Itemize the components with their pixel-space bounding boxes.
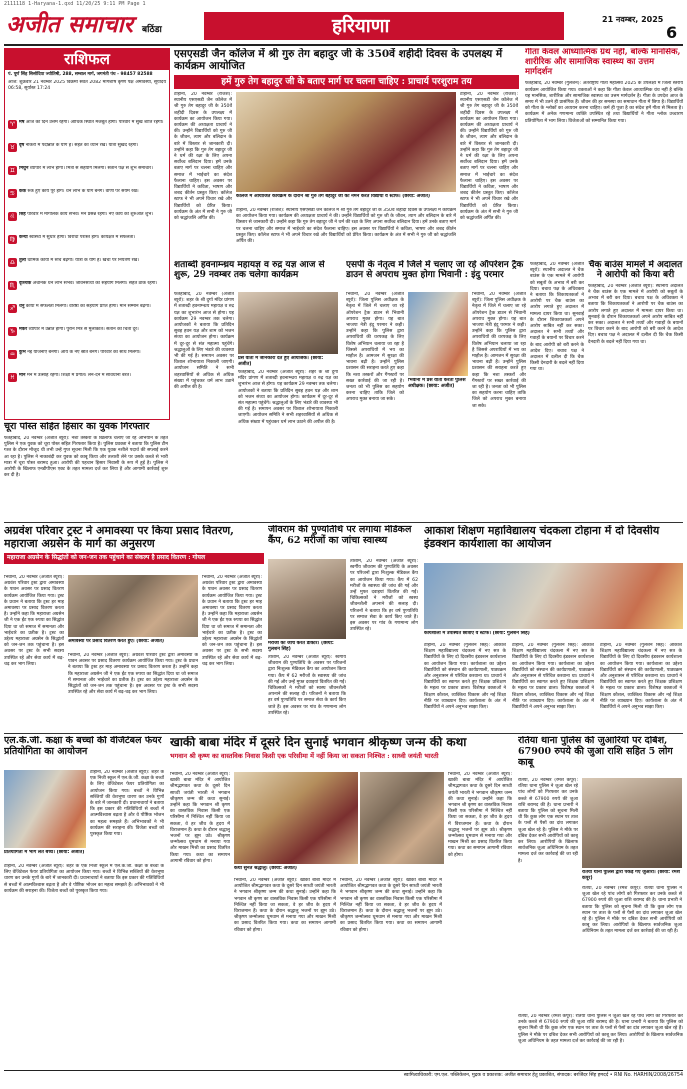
article-body: भिवानी, 20 नवम्बर (अजीत ब्यूरो): अग्रवंश परिवार ट्रस्ट द्वारा अमावस्या के पावन अवसर पर प्रसाद वितरण कार्यक्रम आयोजित किया गया। ट्रस्ट के प्रधान ने बताया कि ट्रस्ट हर माह अमावस्या पर प्रसाद वितरण करता है। उन्होंने कहा कि महाराजा अग्रसेन जी ने एक ईंट एक रुपया का सिद्धांत दिया था जो समाज में समानता और भाईचारे का प्रतीक है। ट्रस्ट का उद्देश्य महाराजा अग्रसेन के सिद्धांतों को जन-जन तक पहुंचाना है। इस अवसर पर ट्रस्ट के सभी सदस्य उपस्थित रहे और सेवा कार्य में बढ़-चढ़ कर भाग लिया।: [4, 575, 64, 667]
sign-name: तुला: [19, 257, 26, 263]
story-shatabdi: [174, 260, 340, 450]
article-body-continued-2: भिवानी, 20 नवम्बर (अजीत ब्यूरो): खाकी बाबा मंदिर में आयोजित श्रीमद्भागवत कथा के दूसरे दिन साध्वी जयंती भारती ने भगवान श्रीकृष्ण जन्म की कथा सुनाई। उन्होंने कहा कि भगवान श्री कृष्ण का वास्तविक निवास किसी एक परिसीमा में निश्चित नहीं किया जा सकता, वे हर जीव के हृदय में विराजमान हैं। कथा के दौरान श्रद्धालु भजनों पर झूम उठे। श्रीकृष्ण जन्मोत्सव धूमधाम से मनाया गया और माखन मिश्री का प्रसाद वितरित किया गया। कथा का समापन आगामी रविवार को होगा।: [340, 878, 442, 933]
photo-caption: कथा सुनते श्रद्धालु। (छाया: अजीत): [234, 866, 297, 871]
story-photo: [68, 575, 198, 637]
article-body-side: भिवानी, 20 नवम्बर (अजीत ब्यूरो): खाकी बाबा मंदिर में आयोजित श्रीमद्भागवत कथा के दूसरे दिन साध्वी जयंती भारती ने भगवान श्रीकृष्ण जन्म की कथा सुनाई। उन्होंने कहा कि भगवान श्री कृष्ण का वास्तविक निवास किसी एक परिसीमा में निश्चित नहीं किया जा सकता, वे हर जीव के हृदय में विराजमान हैं। कथा के दौरान श्रद्धालु भजनों पर झूम उठे। श्रीकृष्ण जन्मोत्सव धूमधाम से मनाया गया और माखन मिश्री का प्रसाद वितरित किया गया। कथा का समापन आगामी रविवार को होगा।: [448, 772, 512, 858]
photo-caption: प्रेस वार्ता में जानकारी देते हुए आयोजक। (छाया: अजीत): [238, 356, 324, 367]
sign-row: [8, 143, 166, 164]
story-akash: [424, 525, 683, 730]
sign-name: मिथुन: [19, 165, 29, 171]
masthead-brand: अजीत समाचार: [6, 11, 133, 38]
photo-caption: अमावस्या पर प्रसाद वितरण करते हुए। (छाया: अजीत): [68, 639, 165, 644]
zodiac-leo-icon: ♌: [9, 212, 16, 220]
story-photo-secondary: [360, 772, 444, 864]
article-body: भिवानी, 20 नवम्बर (अजीत ब्यूरो): खाकी बाबा मंदिर में आयोजित श्रीमद्भागवत कथा के दूसरे दिन साध्वी जयंती भारती ने भगवान श्रीकृष्ण जन्म की कथा सुनाई। उन्होंने कहा कि भगवान श्री कृष्ण का वास्तविक निवास किसी एक परिसीमा में निश्चित नहीं किया जा सकता, वे हर जीव के हृदय में विराजमान हैं। कथा के दौरान श्रद्धालु भजनों पर झूम उठे। श्रीकृष्ण जन्मोत्सव धूमधाम से मनाया गया और माखन मिश्री का प्रसाद वितरित किया गया। कथा का समापन आगामी रविवार को होगा।: [170, 772, 230, 864]
photo-caption: भिवानी में प्रेस वार्ता करती पुलिस अधीक्षक। (छाया: अजीत): [408, 378, 466, 389]
photo-caption: रतिया थाना पुलिस द्वारा पकड़े गए जुआरी। (छाया: रमेश कपूर): [582, 870, 680, 881]
section-divider: [4, 522, 683, 523]
story-choora: [4, 422, 168, 520]
article-body: फतेहाबाद, 20 नवम्बर (अजीत ब्यूरो): नशा तस्करों के खिलाफ चलाए जा रहे अभियान के तहत पुलिस ने एक युवक को चूरा पोस्त सहित गिरफ्तार किया है। पुलिस प्रवक्ता ने बताया कि पुलिस टीम गश्त के दौरान मौजूद थी तभी उन्हें गुप्त सूचना मिली कि एक युवक नशीले पदार्थ की सप्लाई करने आ रहा है। पुलिस ने नाकाबंदी कर युवक को काबू किया और तलाशी लेने पर उसके कब्जे से भारी मात्रा में चूरा पोस्त बरामद हुआ। आरोपी की पहचान हिसार निवासी के रूप में हुई है। पुलिस ने आरोपी के खिलाफ एनडीपीएस एक्ट के तहत मामला दर्ज कर लिया है और आगामी कार्रवाई शुरू कर दी है।: [4, 435, 168, 479]
zodiac-gemini-icon: ♊: [9, 166, 16, 174]
headline: रतिया थाना पुलिस की जुआरियों पर दबिश, 67900 रुपये की जुआ राशि सहित 5 लोग काबू: [518, 736, 673, 768]
headline: अग्रवंश परिवार ट्रस्ट ने अमावस्या पर किया प्रसाद वितरण, महाराजा अग्रसेन के मार्ग का अनुसरण: [4, 525, 235, 550]
rashifal-box: [4, 48, 170, 420]
article-body: फतेहाबाद, 20 नवम्बर (अजीत ब्यूरो): स्थानीय अदालत ने चैक बाउंस के एक मामले में आरोपी को सबूतों के अभाव में बरी कर दिया। बचाव पक्ष के अधिवक्ता ने बताया कि शिकायतकर्ता ने आरोपी पर चैक बाउंस का आरोप लगाते हुए अदालत में मामला दायर किया था। सुनवाई के दौरान शिकायतकर्ता अपने आरोप साबित नहीं कर सका। अदालत ने सभी तथ्यों और गवाहों के बयानों पर विचार करने के बाद आरोपी को बरी करने के आदेश दिए। बचाव पक्ष ने अदालत में दलील दी कि चैक किसी देनदारी के बदले नहीं दिया गया था।: [588, 283, 683, 345]
article-body-side: भिवानी, 20 नवम्बर (अजीत ब्यूरो): अग्रवंश परिवार ट्रस्ट द्वारा अमावस्या के पावन अवसर पर प्रसाद वितरण कार्यक्रम आयोजित किया गया। ट्रस्ट के प्रधान ने बताया कि ट्रस्ट हर माह अमावस्या पर प्रसाद वितरण करता है। उन्होंने कहा कि महाराजा अग्रसेन जी ने एक ईंट एक रुपया का सिद्धांत दिया था जो समाज में समानता और भाईचारे का प्रतीक है। ट्रस्ट का उद्देश्य महाराजा अग्रसेन के सिद्धांतों को जन-जन तक पहुंचाना है। इस अवसर पर ट्रस्ट के सभी सदस्य उपस्थित रहे और सेवा कार्य में बढ़-चढ़ कर भाग लिया।: [202, 575, 262, 667]
sign-name: कन्या: [19, 234, 28, 240]
story-gita: [525, 48, 683, 256]
article-body: भिवानी, 20 नवम्बर (अजीत ब्यूरो): जिला पुलिस अधीक्षक के नेतृत्व में जिले में चलाए जा रहे ऑपरेशन ट्रैक डाउन से भिवानी अपराध मुक्त होगा। यह बात भाजपा नेत्री इंदु परमार ने कही। उन्होंने कहा कि पुलिस द्वारा अपराधियों की धरपकड़ के लिए विशेष अभियान चलाया जा रहा है जिससे अपराधियों में भय का माहौल है। आमजन में सुरक्षा की भावना बढ़ी है। उन्होंने पुलिस प्रशासन की सराहना करते हुए कहा कि नशा तस्करों और गैंगस्टरों पर सख्त कार्रवाई की जा रही है। जनता को भी पुलिस का सहयोग करना चाहिए ताकि जिले को अपराध मुक्त बनाया जा सके।: [346, 292, 404, 403]
story-photo: [236, 92, 456, 192]
article-body-side: टोहाना, 20 नवम्बर (गुलशन सिंह): आकाश शिक्षण महाविद्यालय चंदकला में नए सत्र के विद्यार्थियों के लिए दो दिवसीय इंडक्शन कार्यशाला का आयोजन किया गया। कार्यशाला का उद्देश्य विद्यार्थियों को संस्थान की कार्यप्रणाली, पाठ्यक्रम और अनुशासन से परिचित करवाना था। प्राचार्य ने विद्यार्थियों का स्वागत करते हुए शिक्षक प्रशिक्षण के महत्व पर प्रकाश डाला। विशेषज्ञ वक्ताओं ने शिक्षण कौशल, व्यक्तित्व विकास और नई शिक्षा नीति पर व्याख्यान दिए। कार्यशाला के अंत में विद्यार्थियों ने अपने अनुभव साझा किए।: [600, 643, 682, 711]
story-jeevan: [268, 525, 418, 730]
sign-text: नई योजनाएं बनेंगी। आय के नए स्रोत बनेंगे। परिवार का साथ मिलेगा।: [27, 349, 141, 355]
zodiac-aquarius-icon: ♒: [9, 350, 16, 358]
banner-strip: महाराजा अग्रसेन के सिद्धांतों को जन-जन तक पहुंचाने का संकल्प है प्रसाद वितरण : गोयल: [4, 553, 264, 564]
headline: चूरा पोस्त सहित हिसार का युवक गिरफ्तार: [4, 422, 150, 432]
sign-row: [8, 212, 166, 233]
zodiac-sagittarius-icon: ♐: [9, 304, 16, 312]
photo-caption: कार्यशाला में उपस्थित छात्राएं व स्टाफ। (छाया: गुलशन सिंह): [424, 631, 530, 636]
story-cheque: [588, 260, 683, 450]
headline: खाकी बाबा मंदिर में दूसरे दिन सुनाई भगवान श्रीकृष्ण जन्म की कथा: [170, 736, 467, 749]
article-body-continued: टोहाना, 20 नवम्बर (राजेश): स्थानीय एसएसडी जैन कॉलेज में श्री गुरु तेग बहादुर जी के 350वें शहीदी दिवस के उपलक्ष्य में कार्यक्रम का आयोजन किया गया। कार्यक्रम की अध्यक्षता प्राचार्य ने की। उन्होंने विद्यार्थियों को गुरु जी के जीवन, त्याग और बलिदान के बारे में विस्तार से जानकारी दी। उन्होंने कहा कि गुरु तेग बहादुर जी ने धर्म की रक्षा के लिए अपना सर्वोच्च बलिदान दिया। हमें उनके बताए मार्ग पर चलना चाहिए और समाज में भाईचारे का संदेश फैलाना चाहिए। इस अवसर पर विद्यार्थियों ने कविता, भाषण और शबद कीर्तन प्रस्तुत किए। कॉलेज स्टाफ ने भी अपने विचार रखे और विद्यार्थियों को प्रेरित किया। कार्यक्रम के अंत में सभी ने गुरु जी को श्रद्धांजलि अर्पित की।: [236, 208, 456, 245]
headline: शताब्दी हवनाम्न्ध्रय महायज्ञ व रुद्र यज्ञ आज से शुरू, 29 नवम्बर तक चलेगा कार्यक्रम: [174, 260, 325, 281]
sign-name: सिंह: [19, 211, 26, 217]
story-sp: [346, 260, 526, 450]
zodiac-virgo-icon: ♍: [9, 235, 16, 243]
photo-caption: मरीजों की जांच करते डाक्टर। (छाया: गुलशन सिंह): [268, 641, 334, 652]
sign-text: नौकरी में पदोन्नति के योग हैं। सेहत का ध्यान रखें। यात्रा सुखद रहेगी।: [25, 142, 139, 148]
article-body-tail: रतिया, 20 नवम्बर (रमेश कपूर): रतिया थाना पुलिस ने जुआ खेल रहे पांच लोगों को गिरफ्तार कर उनके कब्जे से 67900 रुपये की जुआ राशि बरामद की है। थाना प्रभारी ने बताया कि पुलिस को सूचना मिली थी कि कुछ लोग एक स्थान पर ताश के पत्तों से पैसों का दांव लगाकर जुआ खेल रहे हैं। पुलिस ने मौके पर दबिश देकर सभी आरोपियों को काबू कर लिया। आरोपियों के खिलाफ सार्वजनिक जुआ अधिनियम के तहत मामला दर्ज कर कार्रवाई की जा रही है।: [518, 1014, 683, 1044]
sign-row: [8, 189, 166, 210]
sign-text: धार्मिक कार्यों में रुचि बढ़ेगी। यात्रा के योग हैं। खर्चों पर नियंत्रण रखें।: [27, 257, 140, 263]
section-divider: [4, 733, 683, 734]
imprint-line: स्वामित्वाधिकारी: एम.एल. पब्लिकेशन, मुद्रक व प्रकाशक: अजीत समाचार हेतु प्रकाशित, संपादक: बरजिंदर सिंह हमदर्द • RNI No. HARHIN/2008/26754: [403, 1073, 683, 1078]
sign-name: धनु: [19, 303, 25, 309]
masthead-edition: बठिंडा: [142, 25, 162, 35]
zodiac-pisces-icon: ♓: [9, 373, 16, 381]
story-ratiya: [518, 736, 683, 1066]
headline: चैक बाउंस मामले में अदालत ने आरोपी को किया बरी: [588, 260, 683, 281]
subheadline: हमें गुरु तेग बहादुर जी के बताए मार्ग पर चलना चाहिए : प्राचार्य परशुराम तय: [174, 75, 519, 89]
story-main: [174, 48, 519, 256]
article-body-continued: भिवानी, 20 नवम्बर (अजीत ब्यूरो): अग्रवंश परिवार ट्रस्ट द्वारा अमावस्या के पावन अवसर पर प्रसाद वितरण कार्यक्रम आयोजित किया गया। ट्रस्ट के प्रधान ने बताया कि ट्रस्ट हर माह अमावस्या पर प्रसाद वितरण करता है। उन्होंने कहा कि महाराजा अग्रसेन जी ने एक ईंट एक रुपया का सिद्धांत दिया था जो समाज में समानता और भाईचारे का प्रतीक है। ट्रस्ट का उद्देश्य महाराजा अग्रसेन के सिद्धांतों को जन-जन तक पहुंचाना है। इस अवसर पर ट्रस्ट के सभी सदस्य उपस्थित रहे और सेवा कार्य में बढ़-चढ़ कर भाग लिया।: [68, 653, 198, 696]
sign-name: मेष: [19, 119, 25, 125]
sign-text: स्वास्थ्य में सुधार होगा। विरोधी परास्त होंगे। कार्यक्षेत्र में सफलता।: [29, 234, 136, 240]
sign-text: आज का दिन उत्तम रहेगा। आर्थिक स्थिति मजबूत होगी। परिवार में सुख शांति रहेगी।: [25, 119, 164, 125]
article-body: रतिया, 20 नवम्बर (रमेश कपूर): रतिया थाना पुलिस ने जुआ खेल रहे पांच लोगों को गिरफ्तार कर उनके कब्जे से 67900 रुपये की जुआ राशि बरामद की है। थाना प्रभारी ने बताया कि पुलिस को सूचना मिली थी कि कुछ लोग एक स्थान पर ताश के पत्तों से पैसों का दांव लगाकर जुआ खेल रहे हैं। पुलिस ने मौके पर दबिश देकर सभी आरोपियों को काबू कर लिया। आरोपियों के खिलाफ सार्वजनिक जुआ अधिनियम के तहत मामला दर्ज कर कार्रवाई की जा रही है।: [518, 778, 578, 864]
article-body: टोहाना, 20 नवम्बर (राजेश): स्थानीय एसएसडी जैन कॉलेज में श्री गुरु तेग बहादुर जी के 350वें शहीदी दिवस के उपलक्ष्य में कार्यक्रम का आयोजन किया गया। कार्यक्रम की अध्यक्षता प्राचार्य ने की। उन्होंने विद्यार्थियों को गुरु जी के जीवन, त्याग और बलिदान के बारे में विस्तार से जानकारी दी। उन्होंने कहा कि गुरु तेग बहादुर जी ने धर्म की रक्षा के लिए अपना सर्वोच्च बलिदान दिया। हमें उनके बताए मार्ग पर चलना चाहिए और समाज में भाईचारे का संदेश फैलाना चाहिए। इस अवसर पर विद्यार्थियों ने कविता, भाषण और शबद कीर्तन प्रस्तुत किए। कॉलेज स्टाफ ने भी अपने विचार रखे और विद्यार्थियों को प्रेरित किया। कार्यक्रम के अंत में सभी ने गुरु जी को श्रद्धांजलि अर्पित की।: [174, 92, 232, 222]
sign-row: [8, 258, 166, 279]
zodiac-scorpio-icon: ♏: [9, 281, 16, 289]
headline: गीता केवल आध्यात्मिक ग्रंथ नहीं, बल्कि मानसिक, शारीरिक और सामाजिक स्वास्थ्य का उत्तम मार्गदर्शन: [525, 48, 681, 77]
story-photo: [268, 559, 346, 639]
story-khaki: [170, 736, 512, 1066]
sign-row: [8, 166, 166, 187]
article-body-continued: फतेहाबाद, 20 नवम्बर (अजीत ब्यूरो): शहर के श्री दुर्गा मंदिर प्रांगण में शताब्दी हवनाम्न्ध्रय महायज्ञ व रुद्र यज्ञ का शुभारंभ आज से होगा। यह कार्यक्रम 29 नवम्बर तक चलेगा। आयोजकों ने बताया कि प्रतिदिन सुबह हवन यज्ञ और शाम को भजन संध्या का आयोजन होगा। कार्यक्रम में दूर-दूर से संत महात्मा पहुंचेंगे। श्रद्धालुओं के लिए भंडारे की व्यवस्था भी की गई है। समापन अवसर पर विशाल शोभायात्रा निकाली जाएगी। आयोजन समिति ने सभी शहरवासियों से अधिक से अधिक संख्या में पहुंचकर धर्म लाभ उठाने की अपील की है।: [238, 370, 338, 425]
photo-caption: कॉलेज में आयोजित कार्यक्रम के दौरान श्री गुरु तेग बहादुर जी को नमन करते विद्यार्थी व स्टाफ। (छाया: अजीत): [236, 194, 431, 199]
sign-row: [8, 327, 166, 348]
masthead-date: 21 नवम्बर, 2025: [602, 15, 664, 24]
headline: एल.के.जी. कक्षा के बच्चों की वेजिटेबल फेयर प्रतियोगिता का आयोजन: [4, 736, 162, 757]
article-body-side: भिवानी, 20 नवम्बर (अजीत ब्यूरो): जिला पुलिस अधीक्षक के नेतृत्व में जिले में चलाए जा रहे ऑपरेशन ट्रैक डाउन से भिवानी अपराध मुक्त होगा। यह बात भाजपा नेत्री इंदु परमार ने कही। उन्होंने कहा कि पुलिस द्वारा अपराधियों की धरपकड़ के लिए विशेष अभियान चलाया जा रहा है जिससे अपराधियों में भय का माहौल है। आमजन में सुरक्षा की भावना बढ़ी है। उन्होंने पुलिस प्रशासन की सराहना करते हुए कहा कि नशा तस्करों और गैंगस्टरों पर सख्त कार्रवाई की जा रही है। जनता को भी पुलिस का सहयोग करना चाहिए ताकि जिले को अपराध मुक्त बनाया जा सके।: [472, 292, 526, 409]
story-photo: [234, 772, 358, 864]
section-banner: [204, 12, 564, 40]
story-photo: [424, 563, 683, 629]
zodiac-taurus-icon: ♉: [9, 143, 16, 151]
article-body: टोहाना, 20 नवम्बर (गुलशन सिंह): आकाश शिक्षण महाविद्यालय चंदकला में नए सत्र के विद्यार्थियों के लिए दो दिवसीय इंडक्शन कार्यशाला का आयोजन किया गया। कार्यशाला का उद्देश्य विद्यार्थियों को संस्थान की कार्यप्रणाली, पाठ्यक्रम और अनुशासन से परिचित करवाना था। प्राचार्य ने विद्यार्थियों का स्वागत करते हुए शिक्षक प्रशिक्षण के महत्व पर प्रकाश डाला। विशेषज्ञ वक्ताओं ने शिक्षण कौशल, व्यक्तित्व विकास और नई शिक्षा नीति पर व्याख्यान दिए। कार्यशाला के अंत में विद्यार्थियों ने अपने अनुभव साझा किए।: [424, 643, 506, 711]
print-slug: 2111118 1-Haryana-1.qxd 11/20/25 9:11 PM Page 1: [4, 1, 146, 7]
rashifal-title: राशिफल: [5, 49, 169, 70]
sign-text: व्यापार में लाभ होगा। मित्रों से सहयोग मिलेगा। संतान पक्ष से शुभ समाचार।: [29, 165, 153, 171]
story-photo: [582, 778, 682, 868]
page-number: 6: [666, 23, 678, 42]
rashifal-astrologer: पं. पूर्ण सिंह सिसोदिया ज्योतिषी, 288, सम्बाल मार्ग, जगमंती पंथ - 98457 82588: [8, 72, 153, 78]
article-body-side: टोहाना, 20 नवम्बर (राजेश): स्थानीय एसएसडी जैन कॉलेज में श्री गुरु तेग बहादुर जी के 350वें शहीदी दिवस के उपलक्ष्य में कार्यक्रम का आयोजन किया गया। कार्यक्रम की अध्यक्षता प्राचार्य ने की। उन्होंने विद्यार्थियों को गुरु जी के जीवन, त्याग और बलिदान के बारे में विस्तार से जानकारी दी। उन्होंने कहा कि गुरु तेग बहादुर जी ने धर्म की रक्षा के लिए अपना सर्वोच्च बलिदान दिया। हमें उनके बताए मार्ग पर चलना चाहिए और समाज में भाईचारे का संदेश फैलाना चाहिए। इस अवसर पर विद्यार्थियों ने कविता, भाषण और शबद कीर्तन प्रस्तुत किए। कॉलेज स्टाफ ने भी अपने विचार रखे और विद्यार्थियों को प्रेरित किया। कार्यक्रम के अंत में सभी ने गुरु जी को श्रद्धांजलि अर्पित की।: [460, 92, 518, 222]
sign-text: परिवार में मांगलिक कार्य संभव। मन प्रसन्न रहेगा। नए कार्य की शुरुआत शुभ।: [27, 211, 154, 217]
footer: [4, 1070, 683, 1087]
story-photo: [408, 292, 468, 376]
zodiac-cancer-icon: ♋: [9, 189, 16, 197]
story-elkg: [4, 736, 164, 1066]
sign-name: वृष: [19, 142, 25, 148]
headline: एसपी के नेतृत्व में जिले में चलाए जा रहे ऑपरेशन ट्रैक डाउन से अपराध मुक्त होगा भिवानी : इंदु परमार: [346, 260, 524, 281]
story-cheque-left: फतेहाबाद, 20 नवम्बर (अजीत ब्यूरो): स्थानीय अदालत ने चैक बाउंस के एक मामले में आरोपी को सबूतों के अभाव में बरी कर दिया। बचाव पक्ष के अधिवक्ता ने बताया कि शिकायतकर्ता ने आरोपी पर चैक बाउंस का आरोप लगाते हुए अदालत में मामला दायर किया था। सुनवाई के दौरान शिकायतकर्ता अपने आरोप साबित नहीं कर सका। अदालत ने सभी तथ्यों और गवाहों के बयानों पर विचार करने के बाद आरोपी को बरी करने के आदेश दिए। बचाव पक्ष ने अदालत में दलील दी कि चैक किसी देनदारी के बदले नहीं दिया गया था।: [530, 262, 584, 373]
sign-row: [8, 350, 166, 371]
sign-text: व्यापार में उन्नति होगी। पुराने मित्र से मुलाकात। संतान की चिंता दूर।: [28, 326, 139, 332]
zodiac-libra-icon: ♎: [9, 258, 16, 266]
rashifal-intro: आज: शुक्रवार 21 नवम्बर 2025 विक्रमी संवत 2082 मार्गशीर्ष कृष्ण पक्ष अमावस्या, सूर्योदय 06:58, सूर्यास्त 17:24: [8, 79, 166, 92]
rashifal-signs: [5, 118, 169, 398]
article-body: तोशाम, 20 नवम्बर (अजीत ब्यूरो): स्वर्गीय जीवराम की पुण्यतिथि के अवसर पर परिजनों द्वारा निःशुल्क मेडिकल कैंप का आयोजन किया गया। कैंप में 62 मरीजों के स्वास्थ्य की जांच की गई और उन्हें मुफ्त दवाइयां वितरित की गईं। चिकित्सकों ने मरीजों को स्वस्थ जीवनशैली अपनाने की सलाह दी। परिजनों ने बताया कि हर वर्ष पुण्यतिथि पर समाज सेवा के कार्य किए जाते हैं। इस अवसर पर गांव के गणमान्य लोग उपस्थित रहे।: [350, 559, 418, 633]
section-title: हरियाणा: [332, 15, 390, 37]
article-body-continued: टोहाना, 20 नवम्बर (अजीत ब्यूरो): शहर के एक निजी स्कूल में एल.के.जी. कक्षा के बच्चों के लिए वेजिटेबल फेयर प्रतियोगिता का आयोजन किया गया। बच्चों ने विभिन्न सब्जियों की वेशभूषा धारण कर उनके गुणों के बारे में जानकारी दी। प्रधानाचार्या ने बताया कि इस प्रकार की गतिविधियों से बच्चों में आत्मविश्वास बढ़ता है और वे पौष्टिक भोजन का महत्व समझते हैं। अभिभावकों ने भी कार्यक्रम की सराहना की। विजेता बच्चों को पुरस्कृत किया गया।: [4, 864, 164, 894]
zodiac-capricorn-icon: ♑: [9, 327, 16, 335]
sign-text: कार्यों में सफलता मिलेगी। वरिष्ठों का सहयोग प्राप्त होगा। मान सम्मान बढ़ेगा।: [25, 303, 151, 309]
headline: जीवराम की पुण्यतिथि पर लगाया मेडिकल कैंप, 62 मरीजों का जांचा स्वास्थ्य: [268, 525, 412, 546]
sign-row: [8, 281, 166, 302]
sign-name: कुंभ: [19, 349, 26, 355]
sign-text: मन में उत्साह रहेगा। शिक्षा में प्रगति। लेन-देन में सावधानी बरतें।: [26, 372, 131, 378]
headline: एसएसडी जैन कॉलेज में श्री गुरु तेग बहादुर जी के 350वें शहीदी दिवस के उपलक्ष्य में कार्यक्रम आयोजित: [174, 48, 503, 73]
sign-text: रुके हुए कार्य पूरे होंगे। धन लाभ के योग बनेंगे। वाणी पर संयम रखें।: [27, 188, 139, 194]
article-body: टोहाना, 20 नवम्बर (अजीत ब्यूरो): शहर के एक निजी स्कूल में एल.के.जी. कक्षा के बच्चों के लिए वेजिटेबल फेयर प्रतियोगिता का आयोजन किया गया। बच्चों ने विभिन्न सब्जियों की वेशभूषा धारण कर उनके गुणों के बारे में जानकारी दी। प्रधानाचार्या ने बताया कि इस प्रकार की गतिविधियों से बच्चों में आत्मविश्वास बढ़ता है और वे पौष्टिक भोजन का महत्व समझते हैं। अभिभावकों ने भी कार्यक्रम की सराहना की। विजेता बच्चों को पुरस्कृत किया गया।: [90, 770, 164, 838]
sign-name: मीन: [19, 372, 26, 378]
story-photo: [4, 770, 86, 848]
article-body: फतेहाबाद, 20 नवम्बर (अजीत ब्यूरो): शहर के श्री दुर्गा मंदिर प्रांगण में शताब्दी हवनाम्न्ध्रय महायज्ञ व रुद्र यज्ञ का शुभारंभ आज से होगा। यह कार्यक्रम 29 नवम्बर तक चलेगा। आयोजकों ने बताया कि प्रतिदिन सुबह हवन यज्ञ और शाम को भजन संध्या का आयोजन होगा। कार्यक्रम में दूर-दूर से संत महात्मा पहुंचेंगे। श्रद्धालुओं के लिए भंडारे की व्यवस्था भी की गई है। समापन अवसर पर विशाल शोभायात्रा निकाली जाएगी। आयोजन समिति ने सभी शहरवासियों से अधिक से अधिक संख्या में पहुंचकर धर्म लाभ उठाने की अपील की है।: [174, 292, 234, 391]
sign-row: [8, 235, 166, 256]
sign-row: [8, 120, 166, 141]
sign-name: वृश्चिक: [19, 280, 32, 286]
zodiac-aries-icon: ♈: [9, 120, 16, 128]
sign-name: कर्क: [19, 188, 27, 194]
photo-caption: प्रतियोगिता में भाग लेते बच्चे। (छाया: अजीत): [4, 850, 85, 855]
headline: आकाश शिक्षण महाविद्यालय चंदकला टोहाना में दो दिवसीय इंडक्शन कार्यशाला का आयोजन: [424, 525, 660, 550]
article-body-continued: भिवानी, 20 नवम्बर (अजीत ब्यूरो): खाकी बाबा मंदिर में आयोजित श्रीमद्भागवत कथा के दूसरे दिन साध्वी जयंती भारती ने भगवान श्रीकृष्ण जन्म की कथा सुनाई। उन्होंने कहा कि भगवान श्री कृष्ण का वास्तविक निवास किसी एक परिसीमा में निश्चित नहीं किया जा सकता, वे हर जीव के हृदय में विराजमान हैं। कथा के दौरान श्रद्धालु भजनों पर झूम उठे। श्रीकृष्ण जन्मोत्सव धूमधाम से मनाया गया और माखन मिश्री का प्रसाद वितरित किया गया। कथा का समापन आगामी रविवार को होगा।: [234, 878, 336, 933]
subheadline: भगवान श्री कृष्ण का वास्तविक निवास किसी एक परिसीमा में नहीं किया जा सकता निश्चित : साध्वी जयंती भारती: [170, 751, 439, 760]
story-agrawal: [4, 525, 264, 730]
sign-row: [8, 373, 166, 394]
article-body-continued: रतिया, 20 नवम्बर (रमेश कपूर): रतिया थाना पुलिस ने जुआ खेल रहे पांच लोगों को गिरफ्तार कर उनके कब्जे से 67900 रुपये की जुआ राशि बरामद की है। थाना प्रभारी ने बताया कि पुलिस को सूचना मिली थी कि कुछ लोग एक स्थान पर ताश के पत्तों से पैसों का दांव लगाकर जुआ खेल रहे हैं। पुलिस ने मौके पर दबिश देकर सभी आरोपियों को काबू कर लिया। आरोपियों के खिलाफ सार्वजनिक जुआ अधिनियम के तहत मामला दर्ज कर कार्रवाई की जा रही है।: [582, 886, 682, 935]
article-body-continued: टोहाना, 20 नवम्बर (गुलशन सिंह): आकाश शिक्षण महाविद्यालय चंदकला में नए सत्र के विद्यार्थियों के लिए दो दिवसीय इंडक्शन कार्यशाला का आयोजन किया गया। कार्यशाला का उद्देश्य विद्यार्थियों को संस्थान की कार्यप्रणाली, पाठ्यक्रम और अनुशासन से परिचित करवाना था। प्राचार्य ने विद्यार्थियों का स्वागत करते हुए शिक्षक प्रशिक्षण के महत्व पर प्रकाश डाला। विशेषज्ञ वक्ताओं ने शिक्षण कौशल, व्यक्तित्व विकास और नई शिक्षा नीति पर व्याख्यान दिए। कार्यशाला के अंत में विद्यार्थियों ने अपने अनुभव साझा किए।: [512, 643, 594, 711]
article-body-continued: तोशाम, 20 नवम्बर (अजीत ब्यूरो): स्वर्गीय जीवराम की पुण्यतिथि के अवसर पर परिजनों द्वारा निःशुल्क मेडिकल कैंप का आयोजन किया गया। कैंप में 62 मरीजों के स्वास्थ्य की जांच की गई और उन्हें मुफ्त दवाइयां वितरित की गईं। चिकित्सकों ने मरीजों को स्वस्थ जीवनशैली अपनाने की सलाह दी। परिजनों ने बताया कि हर वर्ष पुण्यतिथि पर समाज सेवा के कार्य किए जाते हैं। इस अवसर पर गांव के गणमान्य लोग उपस्थित रहे।: [268, 655, 346, 716]
sign-name: मकर: [19, 326, 28, 332]
article-body: फतेहाबाद, 20 नवम्बर (गुलशन): अंतर्राष्ट्रीय गीता महोत्सव 2025 के उपलक्ष्य में जिला स्तरीय कार्यक्रम आयोजित किया गया। वक्ताओं ने कहा कि गीता केवल आध्यात्मिक ग्रंथ नहीं है बल्कि यह मानसिक, शारीरिक और सामाजिक स्वास्थ्य का उत्तम मार्गदर्शन है। गीता के उपदेश आज के समय में भी उतने ही प्रासंगिक हैं। जीवन की हर समस्या का समाधान गीता में छिपा है। विद्यार्थियों को गीता के श्लोकों का अध्ययन करना चाहिए। कर्म ही पूजा है का संदेश हमें गीता से मिलता है। कार्यक्रम में अनेक गणमान्य व्यक्ति उपस्थित रहे तथा विद्यार्थियों ने गीता श्लोक उच्चारण प्रतियोगिता में भाग लिया। विजेताओं को सम्मानित किया गया।: [525, 81, 683, 124]
story-photo: [238, 292, 338, 354]
sign-text: अचानक धन लाभ संभव। जीवनसाथी का सहयोग मिलेगा। सेहत ठीक रहेगी।: [32, 280, 158, 286]
masthead: [4, 10, 683, 46]
sign-row: [8, 304, 166, 325]
